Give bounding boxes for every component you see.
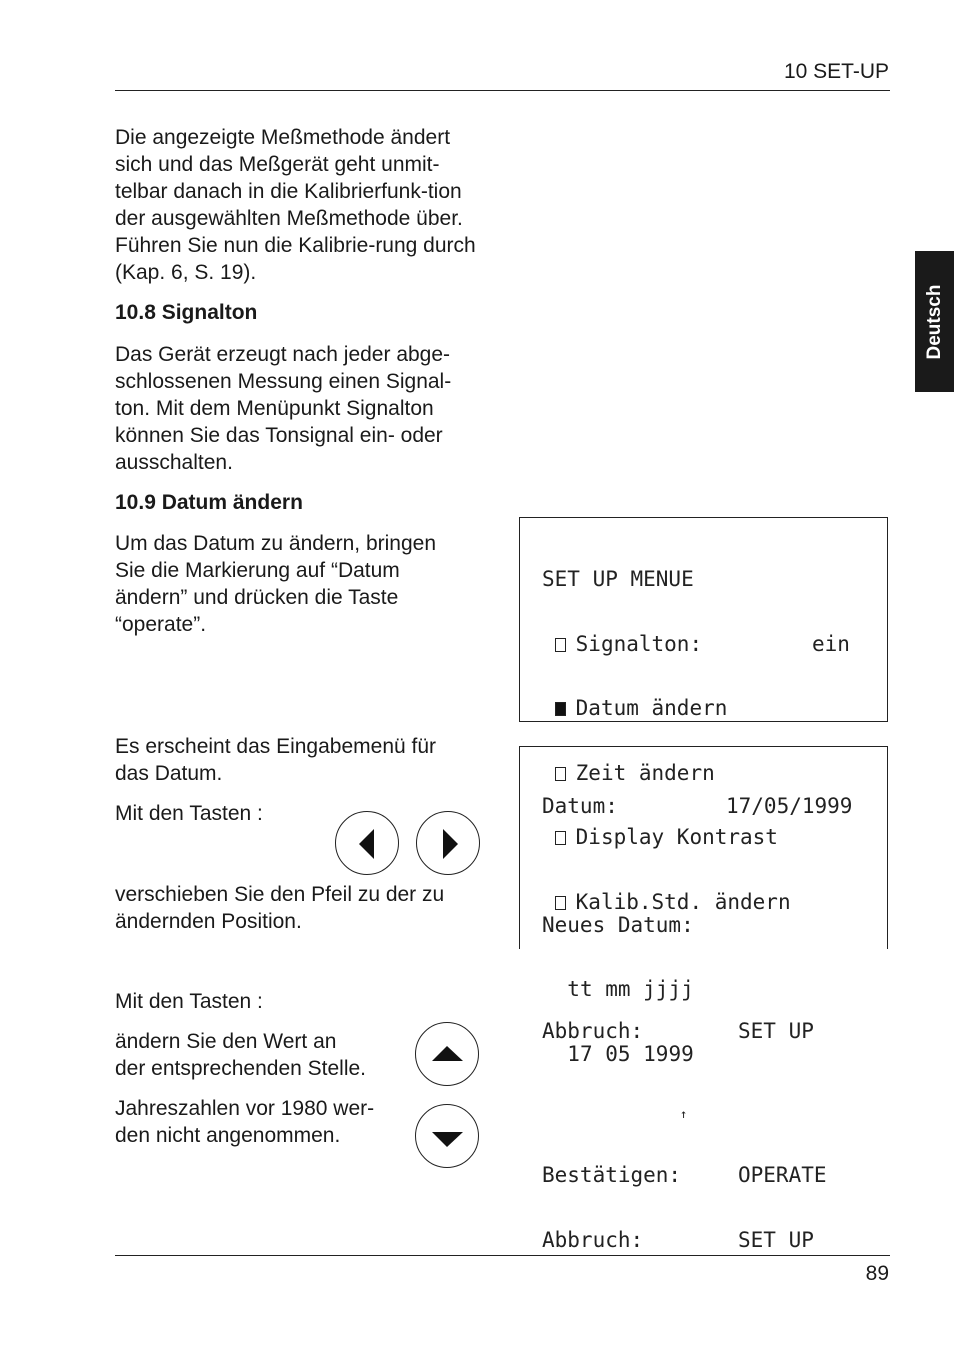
change-value-paragraph: ändern Sie den Wert an der entsprechenden Stelle. <box>115 1030 367 1080</box>
page-number: 89 <box>865 1262 889 1285</box>
date-display: Datum: 17/05/1999 Neues Datum: tt mm jjjj 17 05 1999 ↑ Bestätigen: OPERATE Abbruch: SET UP <box>519 746 888 949</box>
heading-10-9: 10.9 Datum ändern <box>115 491 303 514</box>
heading-10-8: 10.8 Signalton <box>115 301 258 324</box>
section-header: 10 SET-UP <box>783 60 889 83</box>
input-menu-paragraph: Es erscheint das Eingabemenü für das Datum. <box>115 735 437 785</box>
cursor-arrow: ↑ <box>680 1107 688 1121</box>
language-tab-label: Deutsch <box>923 284 945 359</box>
down-arrow-key <box>415 1104 479 1168</box>
setup-menu-display: SET UP MENUE Signalton: ein Datum ändern Zeit ändern Display Kontrast Kalib.Std. ändern Abbruch: SET UP <box>519 517 888 722</box>
right-arrow-key <box>416 811 480 875</box>
up-arrow-key <box>415 1022 479 1086</box>
signalton-paragraph: Das Gerät erzeugt nach jeder abge- schlossenen Messung einen Signal- ton. Mit dem Menüpunkt Signalton können Sie das Tonsignal ein- oder ausschalten. <box>115 343 452 474</box>
datum-paragraph: Um das Datum zu ändern, bringen Sie die Markierung auf “Datum ändern” und drücken die Taste “operate”. <box>115 532 436 636</box>
left-arrow-icon <box>336 812 400 876</box>
left-arrow-key <box>335 811 399 875</box>
down-arrow-icon <box>416 1105 480 1169</box>
footer-rule <box>115 1255 890 1256</box>
right-arrow-icon <box>417 812 481 876</box>
keys-label-2: Mit den Tasten : <box>115 990 263 1013</box>
intro-paragraph: Die angezeigte Meßmethode ändert sich und das Meßgerät geht unmit-telbar danach in die Kalibrierfunk-tion der ausgewählten Meßmethode über. Führen Sie nun die Kalibrie-rung durch (Kap. 6, S. 19). <box>115 126 476 284</box>
language-tab <box>915 251 954 392</box>
year-note-paragraph: Jahreszahlen vor 1980 wer- den nicht angenommen. <box>115 1097 375 1147</box>
checkbox-selected <box>555 702 566 716</box>
move-arrow-paragraph: verschieben Sie den Pfeil zu der zu ändernden Position. <box>115 883 445 933</box>
checkbox <box>555 638 566 652</box>
keys-label-1: Mit den Tasten : <box>115 802 263 825</box>
up-arrow-icon <box>416 1023 480 1087</box>
header-rule <box>115 90 890 91</box>
